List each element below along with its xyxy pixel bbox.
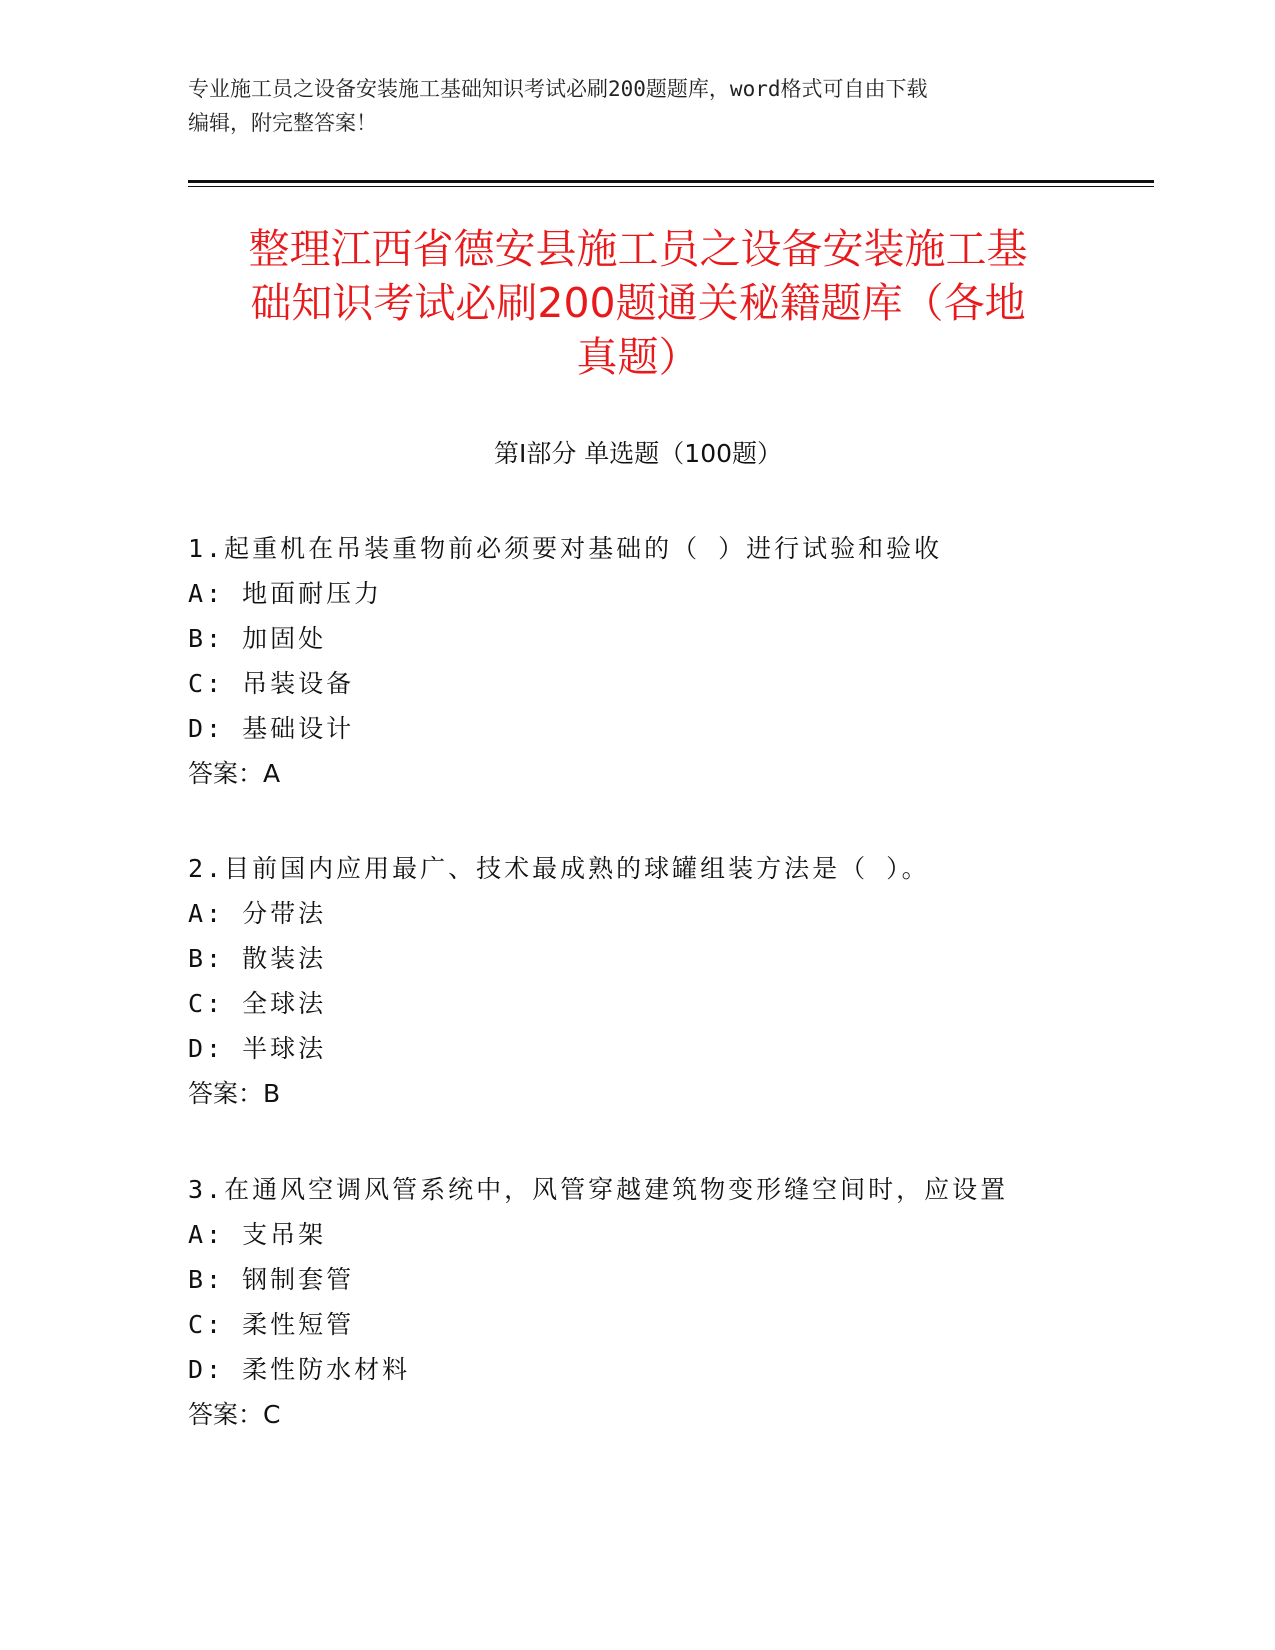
question-stem: 2.目前国内应用最广、技术最成熟的球罐组装方法是（ ）。 (188, 854, 930, 883)
option-d: D: 柔性防水材料 (188, 1355, 411, 1384)
document-title-line-1: 整理江西省德安县施工员之设备安装施工基 (248, 225, 1028, 273)
document-title (188, 222, 1088, 384)
header-note-line-1: 专业施工员之设备安装施工基础知识考试必刷200题题库，word格式可自由下载 (188, 77, 928, 101)
answer: 答案：C (188, 1400, 281, 1429)
answer: 答案：A (188, 759, 281, 788)
question-1 (188, 526, 1148, 796)
document-title-line-3: 真题） (576, 333, 700, 381)
option-a: A: 分带法 (188, 899, 327, 928)
header-note (188, 72, 1088, 140)
option-a: A: 支吊架 (188, 1220, 327, 1249)
option-b: B: 钢制套管 (188, 1265, 355, 1294)
option-b: B: 加固处 (188, 624, 327, 653)
option-b: B: 散装法 (188, 944, 327, 973)
answer: 答案：B (188, 1079, 281, 1108)
document-title-line-2: 础知识考试必刷200题通关秘籍题库（各地 (250, 279, 1026, 327)
option-c: C: 全球法 (188, 989, 327, 1018)
question-stem: 1.起重机在吊装重物前必须要对基础的（ ）进行试验和验收 (188, 534, 943, 563)
option-c: C: 吊装设备 (188, 669, 355, 698)
question-3 (188, 1167, 1148, 1437)
header-note-line-2: 编辑，附完整答案！ (188, 111, 377, 135)
header-divider-thin (188, 186, 1154, 187)
option-d: D: 基础设计 (188, 714, 355, 743)
option-d: D: 半球法 (188, 1034, 327, 1063)
question-2 (188, 846, 1148, 1116)
option-a: A: 地面耐压力 (188, 579, 383, 608)
question-stem: 3.在通风空调风管系统中，风管穿越建筑物变形缝空间时，应设置 (188, 1175, 1009, 1204)
section-heading: 第Ⅰ部分 单选题（100题） (493, 439, 783, 468)
header-divider-thick (188, 180, 1154, 183)
option-c: C: 柔性短管 (188, 1310, 355, 1339)
